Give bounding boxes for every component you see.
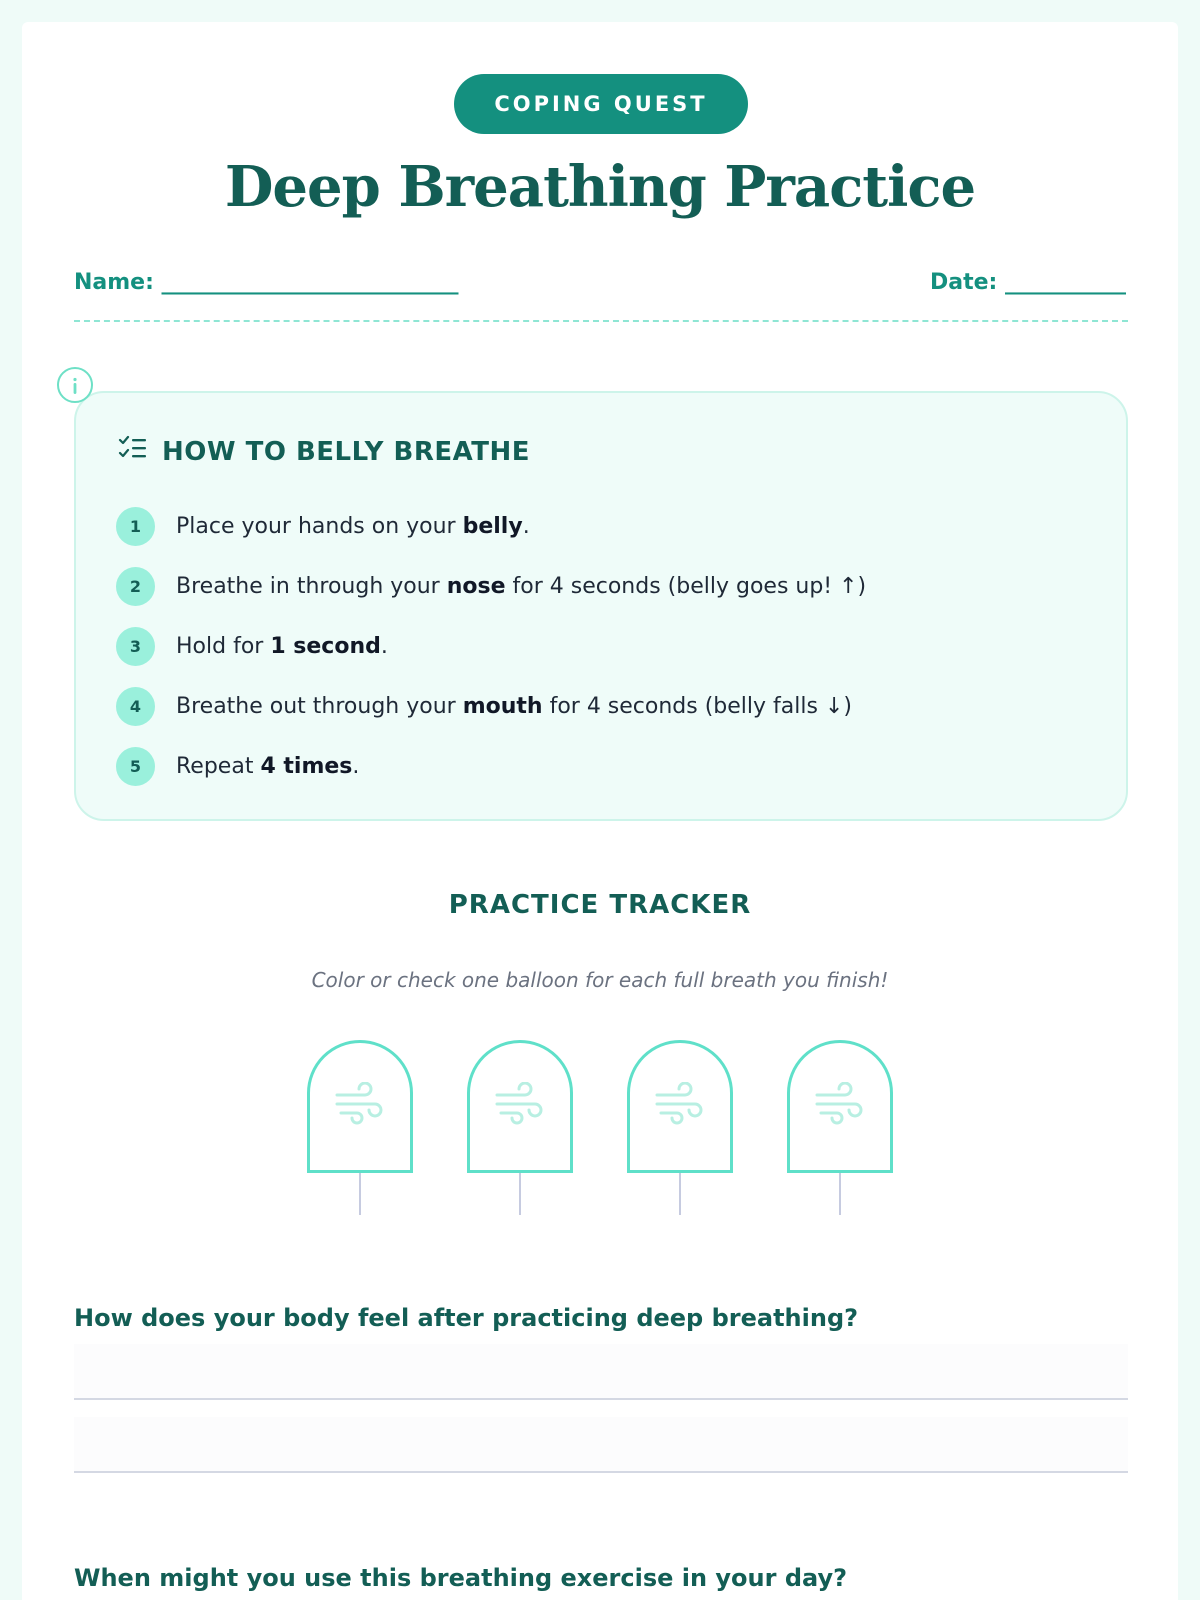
header-divider [74,320,1128,322]
steps-heading [118,435,530,468]
breath-balloon-2[interactable] [467,1040,573,1215]
step-number: 2 [116,567,155,606]
page-title: Deep Breathing Practice [224,154,976,220]
step-text: Repeat 4 times. [176,753,360,779]
step-number: 4 [116,687,155,726]
balloon-string [359,1173,361,1215]
step-item [116,616,1096,676]
date-field[interactable]: Date: ___________ [929,270,1126,295]
balloon-tracker [307,1040,893,1215]
step-list [116,496,1096,796]
balloon-string [839,1173,841,1215]
step-number: 5 [116,747,155,786]
step-item [116,676,1096,736]
answer-line[interactable] [74,1417,1128,1473]
wind-icon [813,1082,867,1126]
step-text: Hold for 1 second. [176,633,388,659]
belly-breathe-steps-card [74,391,1128,821]
step-item [116,556,1096,616]
breath-balloon-3[interactable] [627,1040,733,1215]
step-item [116,496,1096,556]
step-text: Breathe in through your nose for 4 seconds (belly goes up! ↑) [176,573,867,599]
info-icon [57,367,93,403]
steps-heading-text: HOW TO BELLY BREATHE [162,436,530,467]
name-field[interactable]: Name: ___________________________ [74,270,459,295]
step-text: Breathe out through your mouth for 4 seconds (belly falls ↓) [176,693,852,719]
question-body-feel: How does your body feel after practicing deep breathing? [74,1304,859,1332]
coping-quest-badge: COPING QUEST [454,74,748,134]
step-text: Place your hands on your belly. [176,513,530,539]
checklist-icon [118,435,148,468]
wind-icon [493,1082,547,1126]
worksheet-page [22,22,1178,1600]
breath-balloon-1[interactable] [307,1040,413,1215]
practice-tracker-title: PRACTICE TRACKER [448,890,752,920]
answer-line[interactable] [74,1344,1128,1400]
balloon-string [519,1173,521,1215]
step-item [116,736,1096,796]
balloon-string [679,1173,681,1215]
wind-icon [333,1082,387,1126]
wind-icon [653,1082,707,1126]
question-when-use: When might you use this breathing exercise in your day? [74,1564,848,1592]
step-number: 3 [116,627,155,666]
practice-tracker-instructions: Color or check one balloon for each full breath you finish! [311,968,889,992]
step-number: 1 [116,507,155,546]
breath-balloon-4[interactable] [787,1040,893,1215]
